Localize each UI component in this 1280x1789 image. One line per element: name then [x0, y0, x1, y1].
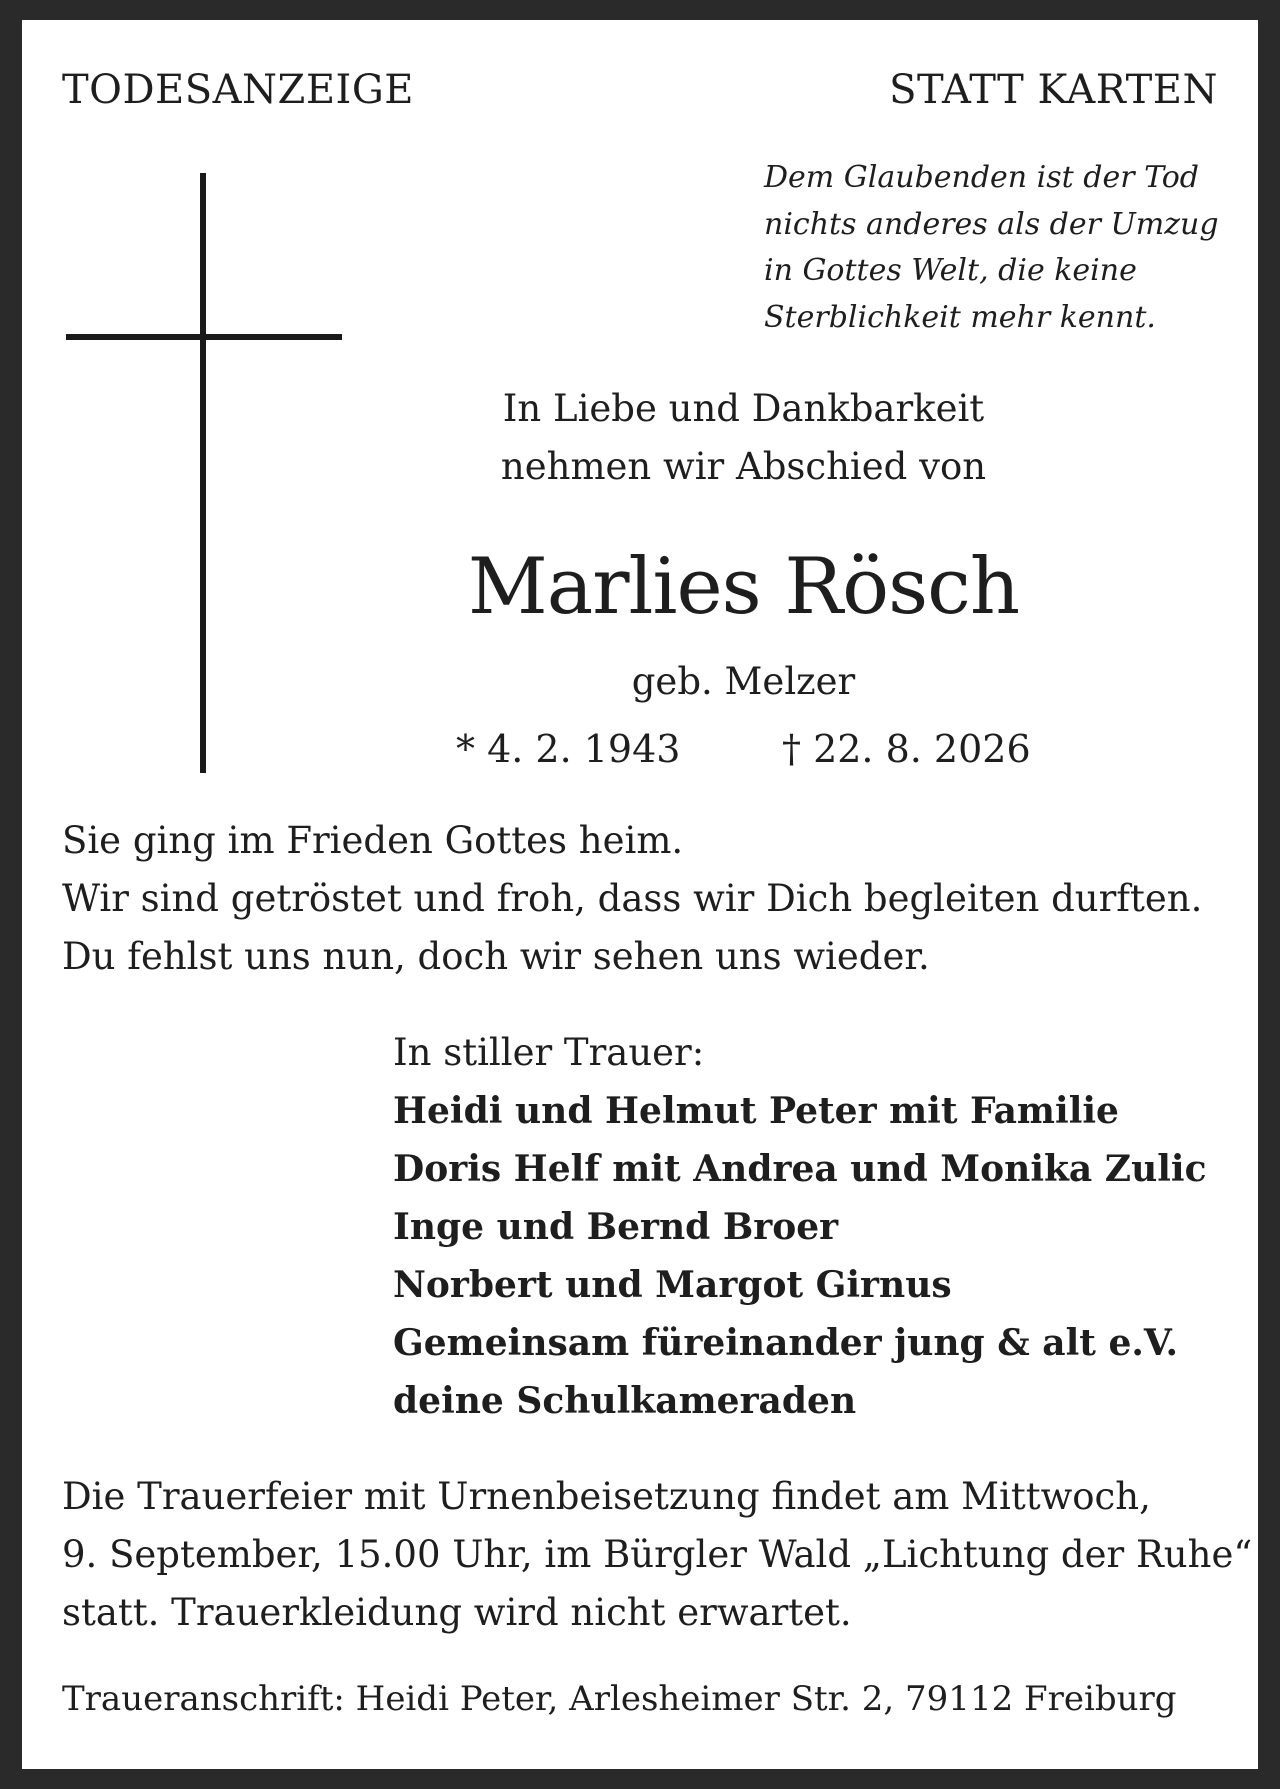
cross-vertical-bar: [200, 173, 206, 773]
funeral-details: [62, 1468, 1252, 1642]
funeral-line: Die Trauerfeier mit Urnenbeisetzung findet am Mittwoch,: [62, 1475, 1151, 1518]
mourner-name: Norbert und Margot Girnus: [393, 1264, 952, 1306]
quote-line: in Gottes Welt, die keine: [764, 253, 1137, 288]
mourner-name: Inge und Bernd Broer: [393, 1206, 839, 1248]
header-right-label: STATT KARTEN: [889, 67, 1218, 113]
funeral-line: statt. Trauerkleidung wird nicht erwartet.: [62, 1591, 852, 1634]
maiden-name: geb. Melzer: [631, 660, 856, 703]
deceased-name: Marlies Rösch: [467, 542, 1020, 632]
mourning-address: Traueranschrift: Heidi Peter, Arlesheimer Str. 2, 79112 Freiburg: [62, 1679, 1177, 1719]
cross-horizontal-bar: [66, 334, 342, 340]
header-left-label: TODESANZEIGE: [62, 67, 414, 113]
intro-line: In Liebe und Dankbarkeit: [502, 387, 985, 430]
quote-line: Dem Glaubenden ist der Tod: [764, 160, 1200, 195]
quote-line: Sterblichkeit mehr kennt.: [764, 299, 1156, 335]
message-line: Du fehlst uns nun, doch wir sehen uns wieder.: [62, 935, 930, 978]
mourners-list: [393, 1024, 1207, 1430]
birth-date: * 4. 2. 1943: [456, 727, 681, 771]
mourner-name: Heidi und Helmut Peter mit Familie: [393, 1090, 1119, 1132]
message-line: Sie ging im Frieden Gottes heim.: [62, 819, 684, 862]
mourners-intro: In stiller Trauer:: [393, 1031, 705, 1074]
quote-line: nichts anderes als der Umzug: [764, 206, 1219, 242]
death-date: † 22. 8. 2026: [782, 727, 1031, 771]
mourner-name: Gemeinsam füreinander jung & alt e.V.: [393, 1322, 1179, 1364]
mourner-name: Doris Helf mit Andrea und Monika Zulic: [393, 1148, 1207, 1190]
funeral-line: 9. September, 15.00 Uhr, im Bürgler Wald „Lichtung der Ruhe“: [62, 1533, 1253, 1576]
bible-quote: [764, 155, 1219, 341]
message-line: Wir sind getröstet und froh, dass wir Dich begleiten durften.: [62, 877, 1203, 920]
intro-line: nehmen wir Abschied von: [500, 445, 987, 488]
farewell-message: [62, 812, 1202, 986]
intro-text: [440, 380, 1047, 496]
mourner-name: deine Schulkameraden: [393, 1380, 857, 1422]
